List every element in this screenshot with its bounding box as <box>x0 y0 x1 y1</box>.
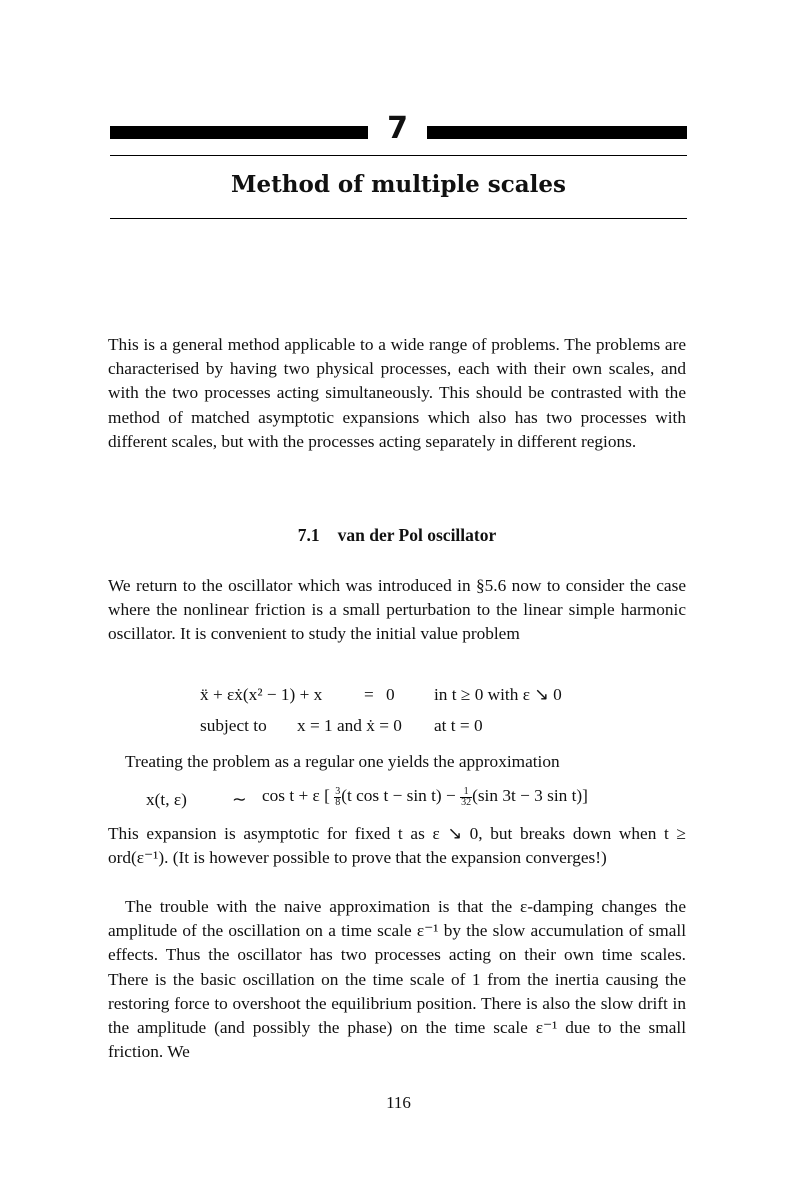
chapter-rule-top <box>110 155 687 156</box>
equation-3-lhs: x(t, ε) <box>146 790 187 809</box>
equation-3-relation: ∼ <box>232 790 247 809</box>
paragraph-3: This expansion is asymptotic for fixed t as ε ↘ 0, but breaks down when t ≥ ord(ε⁻¹). (It is however possible to prove that the expansion converges!) <box>108 824 686 868</box>
paragraph-4: The trouble with the naive approximation is that the ε-damping changes the amplitude of the oscillation on a time scale ε⁻¹ by the slow accumulation of small effects. Thus the oscillator has two processes acting on their own time scales. There is the basic oscillation on the time scale of 1 from the inertia causing the restoring force to overshoot the equilibrium position. There is also the slow drift in the amplitude (and possibly the phase) on the time scale ε⁻¹ due to the small friction. We <box>108 897 686 1062</box>
equation-1-condition: in t ≥ 0 with ε ↘ 0 <box>434 685 562 704</box>
equation-3-rhs-c: (sin 3t − 3 sin t)] <box>472 786 588 805</box>
paragraph-1: We return to the oscillator which was introduced in §5.6 now to consider the case where the nonlinear friction is a small perturbation to the linear simple harmonic oscillator. It is convenient to study the initial value problem <box>108 576 686 644</box>
chapter-bar-right <box>427 126 687 139</box>
fraction-numerator: 1 <box>463 785 469 797</box>
fraction-denominator: 32 <box>461 796 472 808</box>
equation-1-relation: = <box>364 685 374 704</box>
section-title: van der Pol oscillator <box>337 525 497 545</box>
chapter-title: Method of multiple scales <box>231 171 566 198</box>
equation-2-prefix: subject to <box>200 716 267 735</box>
equation-3-rhs <box>262 786 588 808</box>
equation-1-rhs: 0 <box>386 685 395 704</box>
section-number: 7.1 <box>297 525 320 545</box>
chapter-rule-bottom <box>110 218 687 219</box>
section-heading <box>108 525 686 546</box>
intro-paragraph: This is a general method applicable to a wide range of problems. The problems are characterised by having two physical processes, each with their own scales, and with the two processes acting simultaneously. This should be contrasted with the method of matched asymptotic expansions which also has two processes with different scales, but with the processes acting separately in different regions. <box>108 335 686 451</box>
equation-1-lhs: ẍ + εẋ(x² − 1) + x <box>200 685 323 704</box>
equation-3-rhs-b: (t cos t − sin t) − <box>341 786 456 805</box>
page-number: 116 <box>386 1093 411 1112</box>
chapter-bar-left <box>110 126 368 139</box>
fraction-1-32 <box>460 787 472 808</box>
equation-2-condition: x = 1 and ẋ = 0 <box>297 716 402 735</box>
equation-2-at: at t = 0 <box>434 716 483 735</box>
fraction-denominator: 8 <box>335 796 341 808</box>
fraction-numerator: 3 <box>335 785 341 797</box>
chapter-number: 7 <box>387 111 408 146</box>
paragraph-2: Treating the problem as a regular one yields the approximation <box>125 752 560 771</box>
equation-3-rhs-a: cos t + ε [ <box>262 786 330 805</box>
